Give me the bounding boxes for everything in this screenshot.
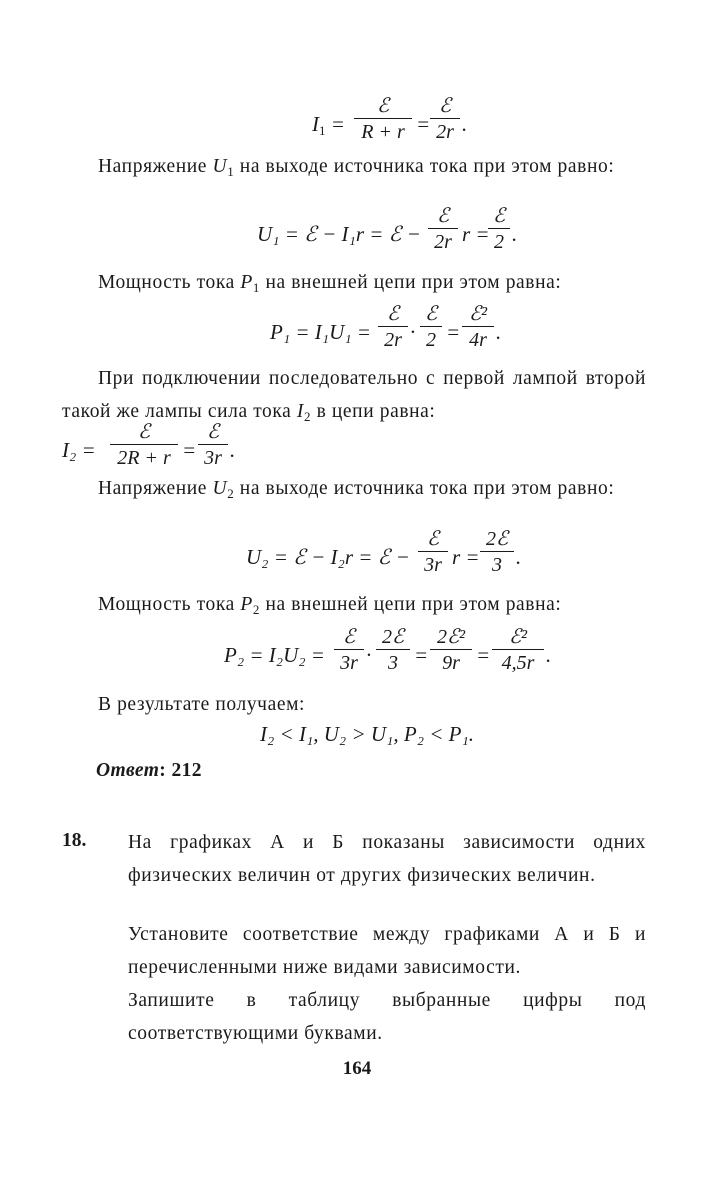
fraction: ℰ 2R + r <box>110 420 178 471</box>
fraction: ℰ 2 <box>488 204 510 255</box>
equals-sign: = <box>416 112 431 136</box>
period: . <box>512 222 518 246</box>
paragraph-power-p1: Мощность тока $P_1$ на внешней цепи при этом равна: <box>98 272 562 295</box>
equation-p1: P₁ = I₁U₁ = <box>270 320 371 344</box>
equation-inequalities: I₂ < I₁, U₂ > U₁, P₂ < P₁. <box>260 722 475 746</box>
fraction: ℰ 3r <box>418 527 448 578</box>
fraction: ℰ 2r <box>428 204 458 255</box>
equals-sign: = <box>414 643 429 667</box>
fraction: ℰ R + r <box>354 94 412 145</box>
page-number: 164 <box>342 1058 372 1079</box>
fraction: ℰ² 4r <box>462 302 494 353</box>
fraction: ℰ 2r <box>378 302 408 353</box>
paragraph-result: В результате получаем: <box>98 694 306 715</box>
task-paragraph-2: Установите соответствие между графиками А и Б и перечисленными ниже видами зависимости. <box>128 924 646 978</box>
dot-operator: · <box>366 643 372 667</box>
equals-sign: = <box>182 438 197 462</box>
paragraph-series-lamp: При подключении последовательно с первой лампой второй такой же лампы сила тока $I_2$ в цепи равна: <box>62 368 646 424</box>
fraction: 2ℰ 3 <box>376 625 410 676</box>
task-paragraph-3: Запишите в таблицу выбранные цифры под соответствующими буквами. <box>128 990 646 1044</box>
paragraph-voltage-u1: Напряжение $U_1$ на выходе источника тока при этом равно: <box>98 156 615 179</box>
equation-u2: U₂ = ℰ − I₂r = ℰ − <box>246 545 410 569</box>
paragraph-power-p2: Мощность тока $P_2$ на внешней цепи при этом равна: <box>98 594 562 617</box>
paragraph-voltage-u2: Напряжение $U_2$ на выходе источника тока при этом равно: <box>98 478 615 501</box>
equation-part: r = <box>462 222 490 246</box>
period: . <box>496 320 502 344</box>
fraction: ℰ 2r <box>430 94 460 145</box>
fraction: 2ℰ² 9r <box>430 625 472 676</box>
period: . <box>230 438 236 462</box>
equation-p2: P₂ = I₂U₂ = <box>224 643 325 667</box>
equation-i1: $I_1$ = <box>312 112 345 138</box>
equals-sign: = <box>476 643 491 667</box>
equals-sign: = <box>446 320 461 344</box>
dot-operator: · <box>410 320 416 344</box>
fraction: ℰ 3r <box>198 420 228 471</box>
fraction: ℰ² 4,5r <box>492 625 544 676</box>
task-paragraph-1: На графиках А и Б показаны зависимости одних физических величин от других физических величин. <box>128 832 646 886</box>
equation-part: r = <box>452 545 480 569</box>
fraction: ℰ 3r <box>334 625 364 676</box>
fraction: 2ℰ 3 <box>480 527 514 578</box>
fraction: ℰ 2 <box>420 302 442 353</box>
answer-line: Ответ: 212 <box>96 760 202 781</box>
equation-u1: U₁ = ℰ − I₁r = ℰ − <box>257 222 421 246</box>
period: . <box>516 545 522 569</box>
period: . <box>462 112 468 136</box>
task-number: 18. <box>62 830 87 851</box>
equation-i2: I₂ = <box>62 438 96 462</box>
period: . <box>546 643 552 667</box>
